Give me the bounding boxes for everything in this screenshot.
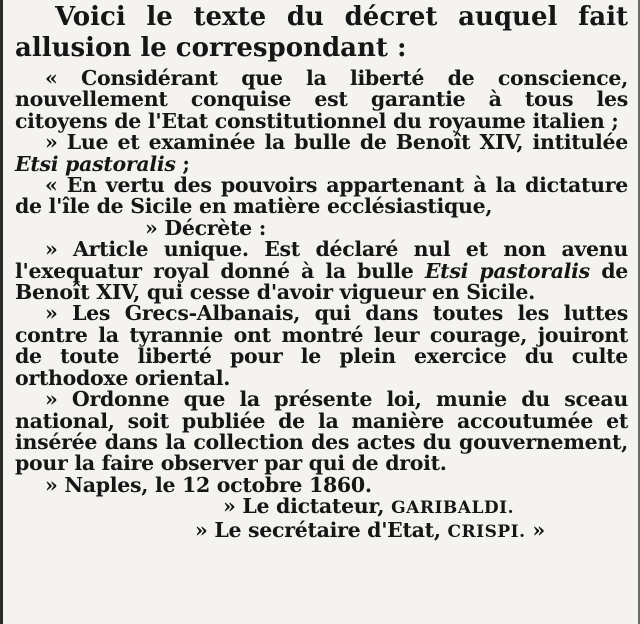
paragraph-bulle-text: » Lue et examinée la bulle de Benoît XIV, intitulée	[45, 130, 628, 155]
paragraph-bulle	[15, 132, 628, 175]
paragraph-considerant: « Considérant que la liberté de conscience, nouvellement conquise est garantie à tous les citoyens de l'Etat constitutionnel du royaume italien ;	[15, 66, 628, 133]
paragraph-date: » Naples, le 12 octobre 1860.	[45, 472, 372, 497]
article-heading: Voici le texte du décret auquel fait allusion le correspondant :	[15, 2, 628, 63]
signature-dictateur-title: » Le dictateur,	[223, 494, 392, 519]
paragraph-decrete: » Décrète :	[145, 215, 267, 240]
paragraph-bulle-end: ;	[175, 151, 190, 176]
signature-secretaire-title: » Le secrétaire d'Etat,	[195, 517, 448, 542]
paragraph-article	[15, 239, 628, 303]
signature-dictateur	[15, 496, 628, 519]
paragraph-article-end: de Benoît XIV, qui cesse d'avoir vigueur en Sicile.	[15, 258, 629, 305]
decree-text	[15, 68, 628, 543]
paragraph-ordonne: » Ordonne que la présente loi, munie du sceau national, soit publiée de la manière accoutumée et insérée dans la collection des actes du gouvernement, pour la faire observer par qui de droit.	[15, 387, 628, 476]
paragraph-grecs-albanais: » Les Grecs-Albanais, qui dans toutes les luttes contre la tyrannie ont montré leur courage, jouiront de toute liberté pour le plein exercice du culte orthodoxe oriental.	[15, 301, 628, 390]
paragraph-pouvoirs: « En vertu des pouvoirs appartenant à la dictature de l'île de Sicile en matière ecclésiastique,	[15, 173, 628, 219]
signature-secretaire	[15, 517, 628, 543]
signature-dictateur-name: GARIBALDI.	[391, 498, 515, 519]
signature-secretaire-close: »	[525, 517, 545, 542]
signature-secretaire-name: CRISPI.	[447, 521, 526, 542]
article-bulle-italic: Etsi pastoralis	[424, 258, 590, 283]
bulle-title-italic: Etsi pastoralis	[15, 151, 176, 176]
paragraph-article-text: » Article unique. Est déclaré nul et non avenu l'exequatur royal donné à la bulle	[15, 237, 628, 283]
